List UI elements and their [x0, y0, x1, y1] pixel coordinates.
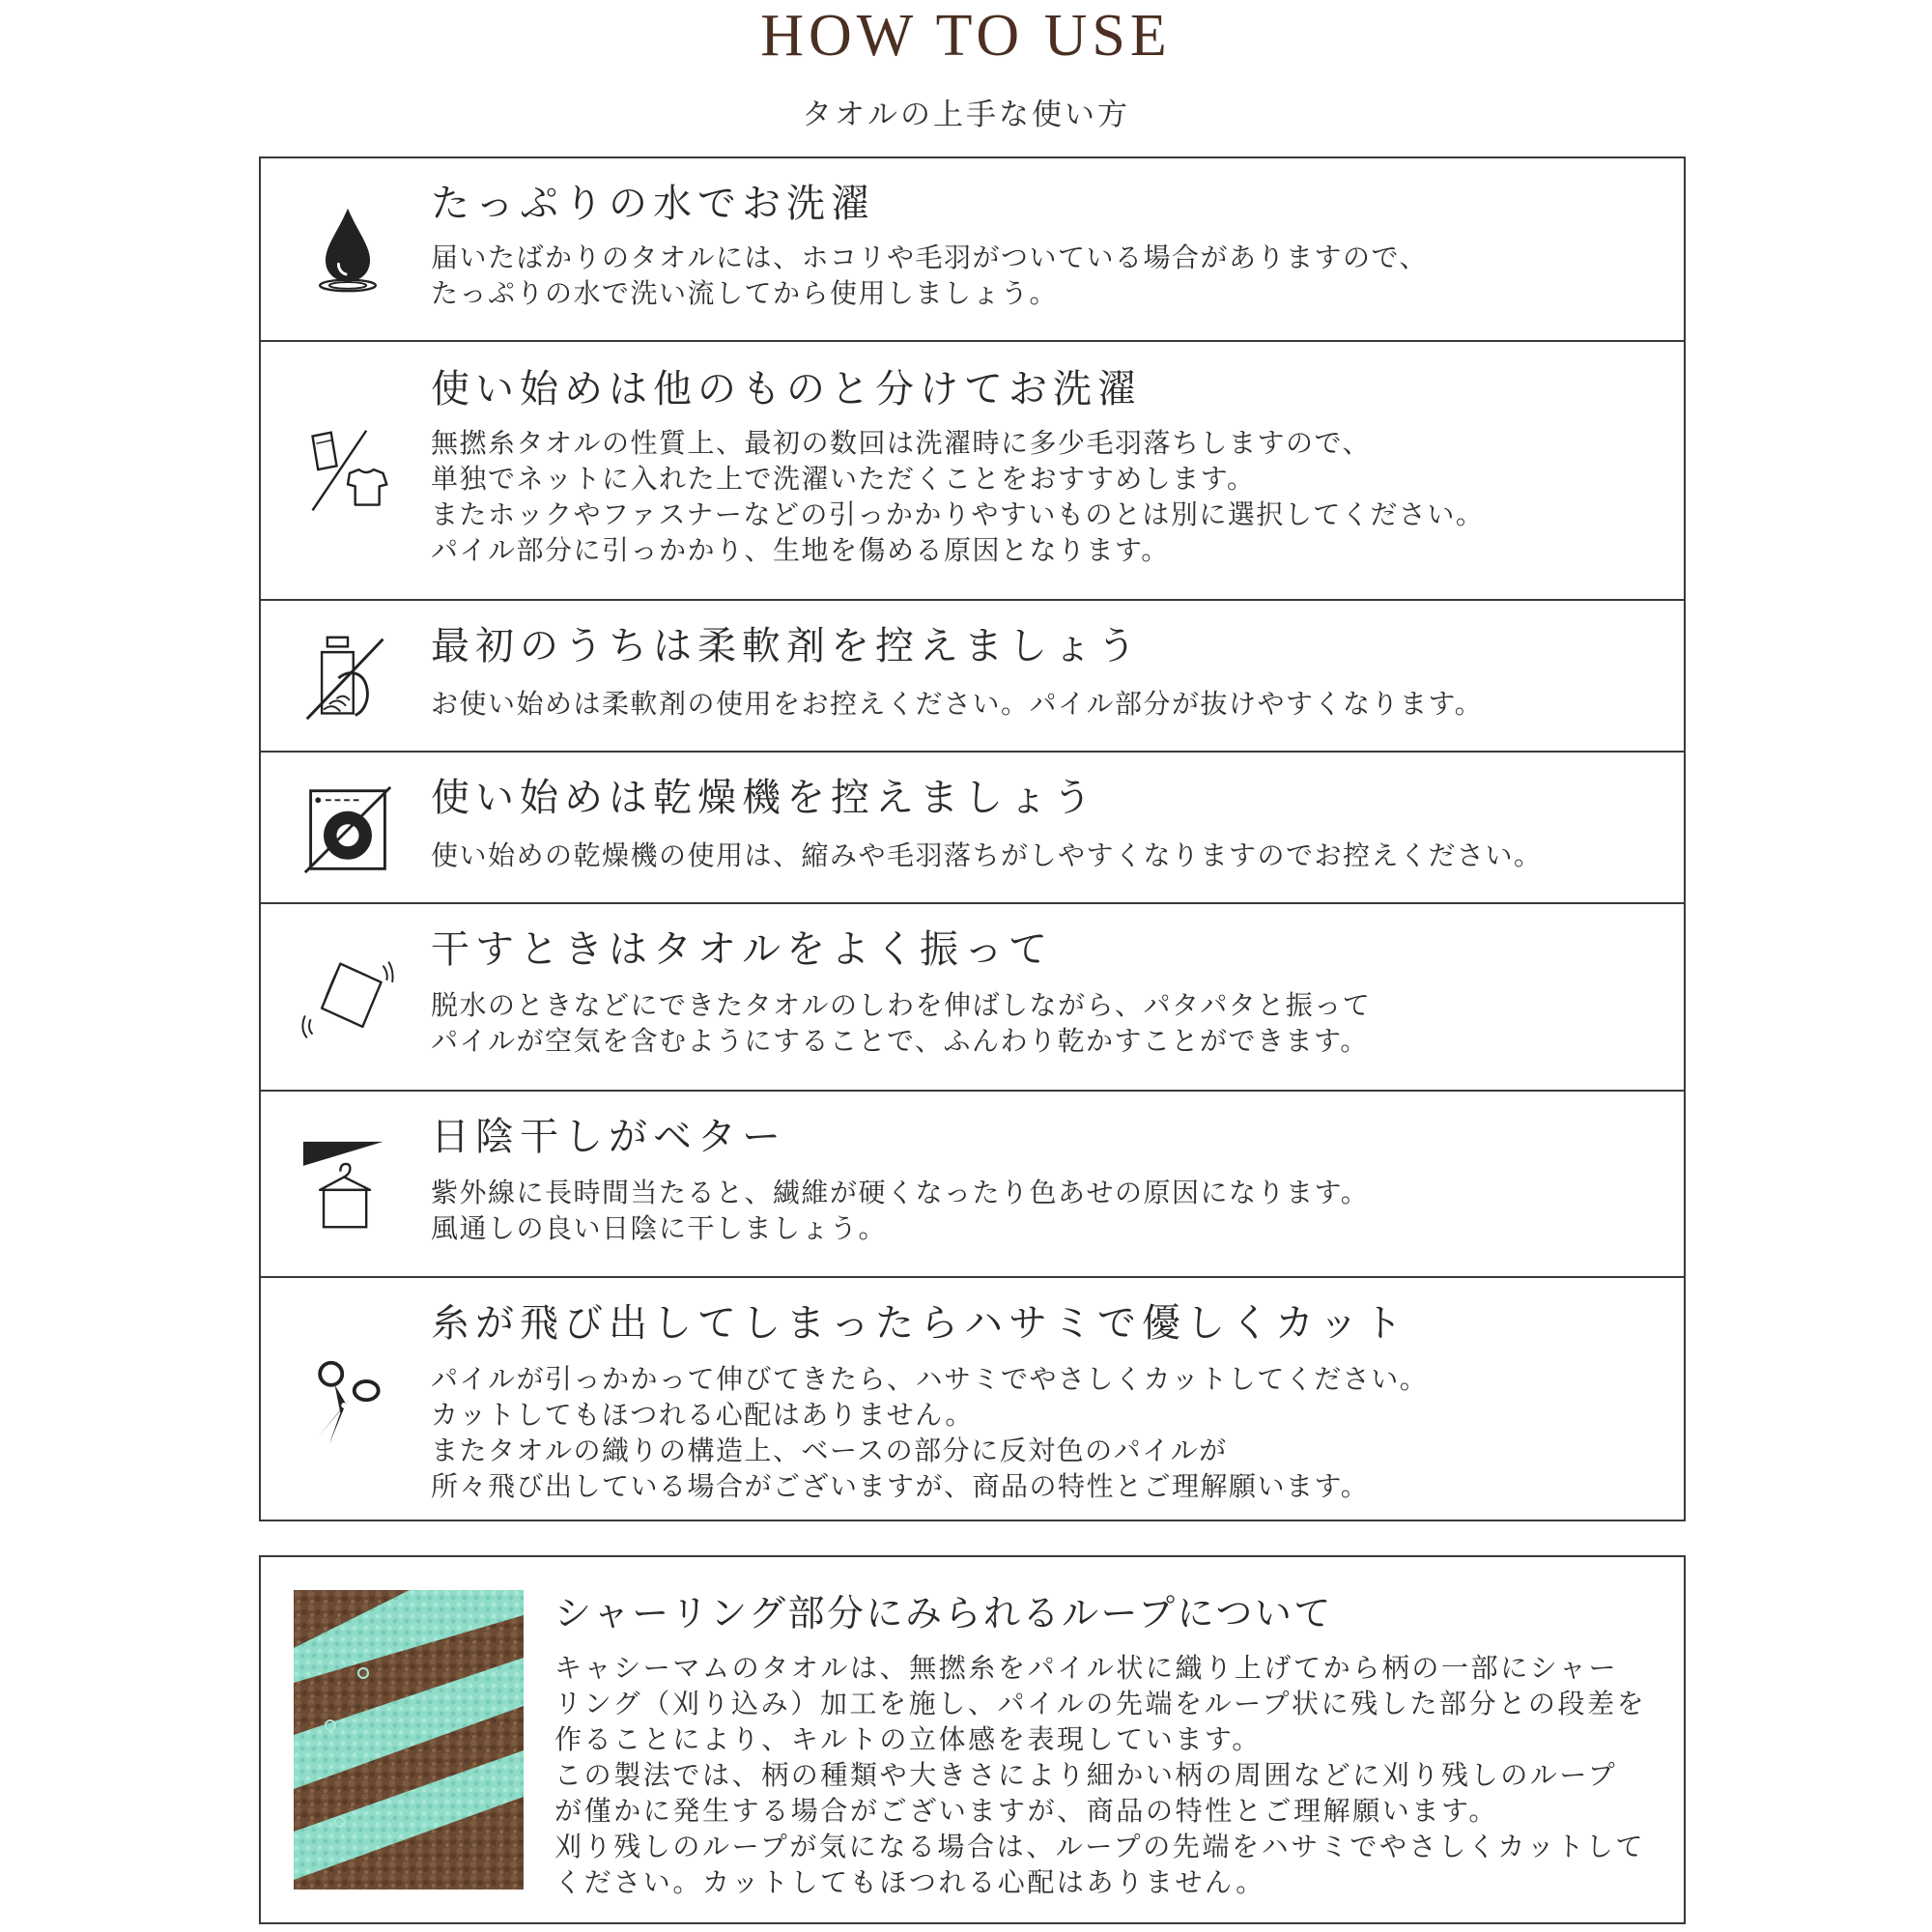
tip-body — [431, 1175, 1667, 1246]
tip-line: カットしてもほつれる心配はありません。 — [431, 1399, 974, 1431]
scissors-icon — [301, 1357, 394, 1450]
tip-line: パイルが空気を含むようにすることで、ふんわり乾かすことができます。 — [431, 1025, 1369, 1057]
tip-line: パイルが引っかかって伸びてきたら、ハサミでやさしくカットしてください。 — [431, 1363, 1429, 1395]
tip-line: 紫外線に長時間当たると、繊維が硬くなったり色あせの原因になります。 — [431, 1177, 1370, 1208]
tip-avoid-dryer — [261, 753, 1684, 904]
shearing-loop-note — [259, 1555, 1686, 1924]
tip-line: 風通しの良い日陰に干しましょう。 — [431, 1212, 888, 1244]
loop-note-line: キャシーマムのタオルは、無撚糸をパイル状に織り上げてから柄の一部にシャー — [554, 1652, 1619, 1684]
tip-line: パイル部分に引っかかり、生地を傷める原因となります。 — [431, 534, 1170, 566]
loop-note-line: が僅かに発生する場合がございますが、商品の特性とご理解願います。 — [554, 1795, 1498, 1827]
tip-line: 脱水のときなどにできたタオルのしわを伸ばしながら、パタパタと振って — [431, 989, 1372, 1021]
tip-line: 無撚糸タオルの性質上、最初の数回は洗濯時に多少毛羽落ちしますので、 — [431, 427, 1371, 459]
shade-dry-icon — [301, 1140, 394, 1233]
loop-note-line: 作ることにより、キルトの立体感を表現しています。 — [554, 1723, 1262, 1755]
tip-title: 使い始めは他のものと分けてお洗濯 — [431, 367, 1142, 412]
loop-note-line: 刈り残しのループが気になる場合は、ループの先端をハサミでやさしくカットして — [554, 1831, 1646, 1862]
tip-shake-towel — [261, 904, 1684, 1092]
tip-line: たっぷりの水で洗い流してから使用しましょう。 — [431, 277, 1059, 309]
loop-note-line: リング（刈り込み）加工を施し、パイルの先端をループ状に残した部分との段差を — [554, 1688, 1647, 1719]
loop-note-line: この製法では、柄の種類や大きさにより細かい柄の周囲などに刈り残しのループ — [554, 1759, 1618, 1791]
tip-dry-in-shade — [261, 1092, 1684, 1278]
tip-line: お使い始めは柔軟剤の使用をお控えください。パイル部分が抜けやすくなります。 — [431, 688, 1484, 720]
towel-texture-photo — [294, 1590, 524, 1889]
tip-cut-loose-threads — [261, 1278, 1684, 1521]
tip-body — [431, 686, 1667, 722]
tip-title: 最初のうちは柔軟剤を控えましょう — [431, 624, 1142, 668]
tip-title: 糸が飛び出してしまったらハサミで優しくカット — [431, 1301, 1408, 1346]
usage-tips-panel — [259, 156, 1686, 1521]
page-subtitle: タオルの上手な使い方 — [802, 98, 1130, 132]
separate-laundry-icon — [301, 425, 394, 518]
tip-title: 使い始めは乾燥機を控えましょう — [431, 776, 1097, 820]
loop-note-body — [554, 1650, 1675, 1900]
tip-avoid-softener — [261, 601, 1684, 753]
no-softener-icon — [301, 632, 394, 724]
tip-body — [431, 1361, 1667, 1504]
tip-line: またタオルの織りの構造上、ベースの部分に反対色のパイルが — [431, 1435, 1228, 1466]
tip-line: 所々飛び出している場合がございますが、商品の特性とご理解願います。 — [431, 1470, 1370, 1502]
tip-line: 単独でネットに入れた上で洗濯いただくことをおすすめします。 — [431, 463, 1256, 495]
water-drop-icon — [301, 203, 394, 296]
tip-title: 日陰干しがベター — [431, 1115, 786, 1159]
tip-wash-separately — [261, 342, 1684, 601]
tip-title: たっぷりの水でお洗濯 — [431, 182, 875, 226]
no-dryer-icon — [301, 783, 394, 876]
loop-note-line: ください。カットしてもほつれる心配はありません。 — [554, 1866, 1265, 1898]
tip-body — [431, 987, 1667, 1059]
page-title: HOW TO USE — [760, 3, 1172, 69]
tip-body — [431, 838, 1667, 873]
tip-body — [431, 425, 1667, 568]
tip-title: 干すときはタオルをよく振って — [431, 927, 1053, 972]
tip-body — [431, 240, 1667, 311]
tip-line: またホックやファスナーなどの引っかかりやすいものとは別に選択してください。 — [431, 498, 1485, 530]
tip-line: 使い始めの乾燥機の使用は、縮みや毛羽落ちがしやすくなりますのでお控えください。 — [431, 839, 1543, 871]
shake-towel-icon — [301, 954, 394, 1047]
loop-note-title: シャーリング部分にみられるループについて — [554, 1592, 1333, 1634]
tip-wash-plenty-water — [261, 158, 1684, 342]
tip-line: 届いたばかりのタオルには、ホコリや毛羽がついている場合がありますので、 — [431, 242, 1428, 273]
